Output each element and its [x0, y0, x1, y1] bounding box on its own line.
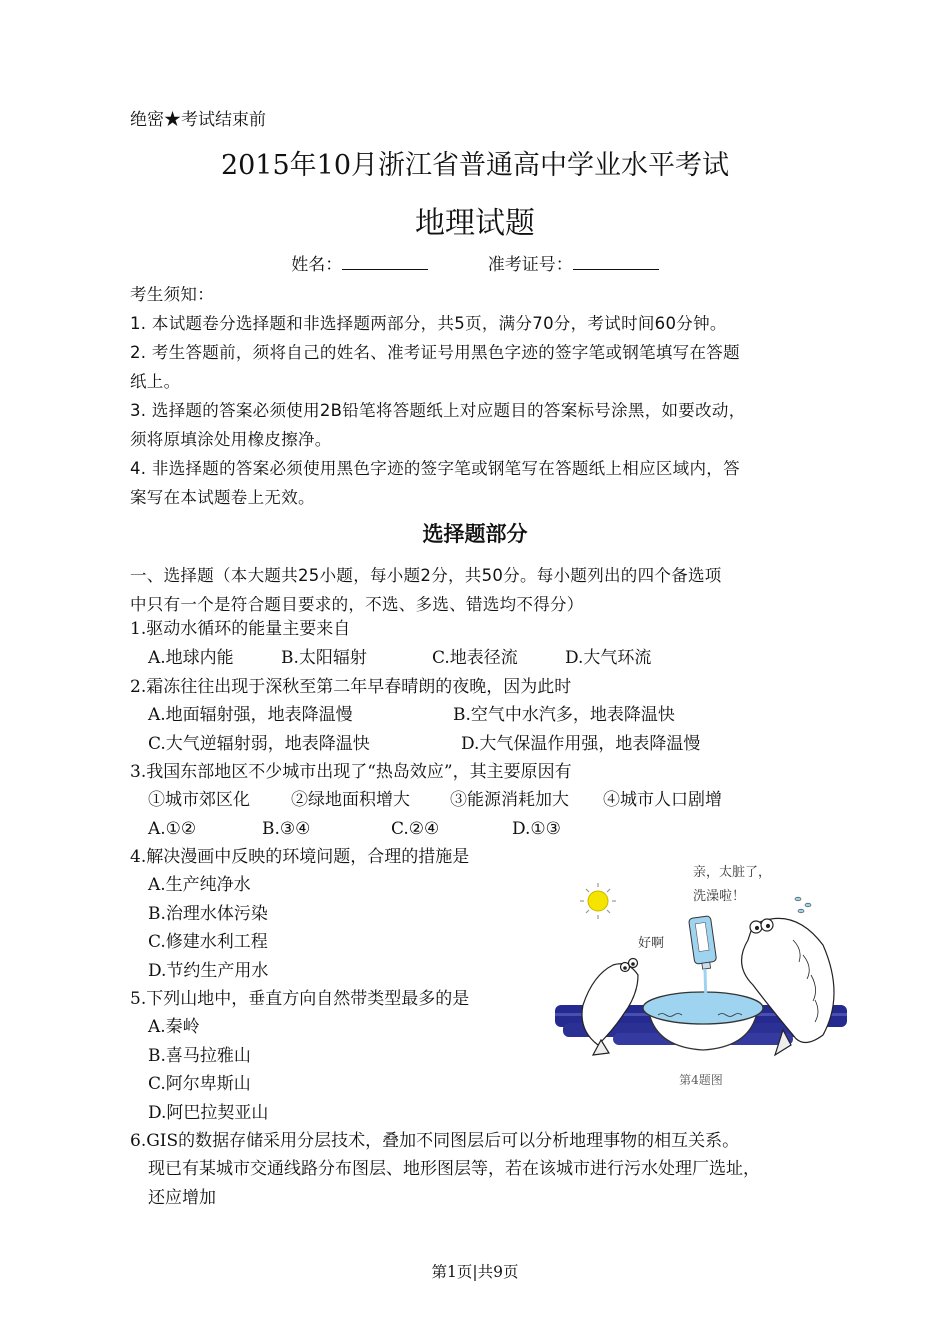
candidate-info — [0, 250, 950, 275]
big-fish-speech-line1: 亲，太脏了， — [693, 865, 772, 880]
question-4-option-c: C.修建水利工程 — [148, 932, 268, 952]
note-line: 3. 选择题的答案必须使用2B铅笔将答题纸上对应题目的答案标号涂黑，如要改动， — [130, 401, 746, 420]
name-label: 姓名： — [291, 255, 343, 275]
question-3-statement-3: ③能源消耗加大 — [450, 790, 569, 810]
question-3-statement-1: ①城市郊区化 — [148, 790, 250, 810]
big-fish-speech-line2: 洗澡啦！ — [693, 889, 746, 904]
question-5-option-b: B.喜马拉雅山 — [148, 1046, 251, 1066]
instruction-line: 一、选择题（本大题共25小题，每小题2分，共50分。每小题列出的四个备选项 — [130, 566, 722, 585]
instruction-line: 中只有一个是符合题目要求的，不选、多选、错选均不得分） — [130, 595, 584, 614]
question-5-option-d: D.阿巴拉契亚山 — [148, 1103, 269, 1123]
bottle-icon — [689, 916, 718, 971]
question-4-cartoon — [553, 855, 849, 1095]
note-line: 纸上。 — [130, 372, 181, 391]
question-4-option-d: D.节约生产用水 — [148, 961, 269, 981]
confidential-label: 绝密★考试结束前 — [130, 110, 266, 130]
question-2-stem: 2.霜冻往往出现于深秋至第二年早春晴朗的夜晚，因为此时 — [130, 677, 572, 697]
question-1-option-d: D.大气环流 — [565, 648, 652, 668]
exam-subtitle: 地理试题 — [415, 206, 535, 241]
candidate-notes — [130, 280, 830, 512]
question-4-stem: 4.解决漫画中反映的环境问题，合理的措施是 — [130, 847, 470, 867]
name-blank — [342, 255, 428, 270]
question-3-stem: 3.我国东部地区不少城市出现了“热岛效应”，其主要原因有 — [130, 762, 572, 782]
question-5-option-c: C.阿尔卑斯山 — [148, 1074, 251, 1094]
question-1-option-c: C.地表径流 — [432, 648, 518, 668]
question-3-option-d: D.①③ — [512, 819, 561, 839]
note-line: 2. 考生答题前，须将自己的姓名、准考证号用黑色字迹的签字笔或钢笔填写在答题 — [130, 343, 740, 362]
question-1-stem: 1.驱动水循环的能量主要来自 — [130, 619, 351, 639]
notes-heading: 考生须知： — [130, 285, 214, 304]
question-2-option-c: C.大气逆辐射弱，地表降温快 — [148, 734, 370, 754]
question-3-option-c: C.②④ — [391, 819, 440, 839]
note-line: 案写在本试题卷上无效。 — [130, 488, 315, 507]
page-number: 第1页|共9页 — [431, 1263, 519, 1281]
question-3-option-a: A.①② — [148, 819, 197, 839]
question-2-option-b: B.空气中水汽多，地表降温快 — [453, 705, 675, 725]
question-5-stem: 5.下列山地中，垂直方向自然带类型最多的是 — [130, 989, 470, 1009]
question-5-option-a: A.秦岭 — [148, 1017, 200, 1037]
question-3-option-b: B.③④ — [262, 819, 311, 839]
figure-caption: 第4题图 — [679, 1073, 723, 1087]
question-4-option-b: B.治理水体污染 — [148, 904, 268, 924]
question-2-option-d: D.大气保温作用强，地表降温慢 — [461, 734, 701, 754]
id-label: 准考证号： — [487, 255, 573, 275]
question-6-stem-line: 6.GIS的数据存储采用分层技术，叠加不同图层后可以分析地理事物的相互关系。 — [130, 1131, 740, 1151]
sweat-drops-icon — [795, 897, 811, 913]
question-4-option-a: A.生产纯净水 — [148, 875, 251, 895]
note-line: 须将原填涂处用橡皮擦净。 — [130, 430, 332, 449]
id-blank — [573, 255, 659, 270]
question-3-statement-4: ④城市人口剧增 — [603, 790, 722, 810]
small-fish-speech: 好啊 — [638, 936, 665, 951]
question-1-option-b: B.太阳辐射 — [281, 648, 367, 668]
question-3-statement-2: ②绿地面积增大 — [291, 790, 410, 810]
question-2-option-a: A.地面辐射强，地表降温慢 — [148, 705, 353, 725]
sun-icon — [580, 883, 616, 919]
question-6-stem-line: 现已有某城市交通线路分布图层、地形图层等，若在该城市进行污水处理厂选址， — [148, 1159, 760, 1179]
exam-title: 2015年10月浙江省普通高中学业水平考试 — [220, 150, 730, 181]
section-instructions — [130, 561, 722, 619]
note-line: 1. 本试题卷分选择题和非选择题两部分，共5页，满分70分，考试时间60分钟。 — [130, 314, 727, 333]
section-title: 选择题部分 — [422, 521, 528, 546]
note-line: 4. 非选择题的答案必须使用黑色字迹的签字笔或钢笔写在答题纸上相应区域内，答 — [130, 459, 740, 478]
question-6-stem-line: 还应增加 — [148, 1188, 216, 1208]
question-1-option-a: A.地球内能 — [148, 648, 234, 668]
